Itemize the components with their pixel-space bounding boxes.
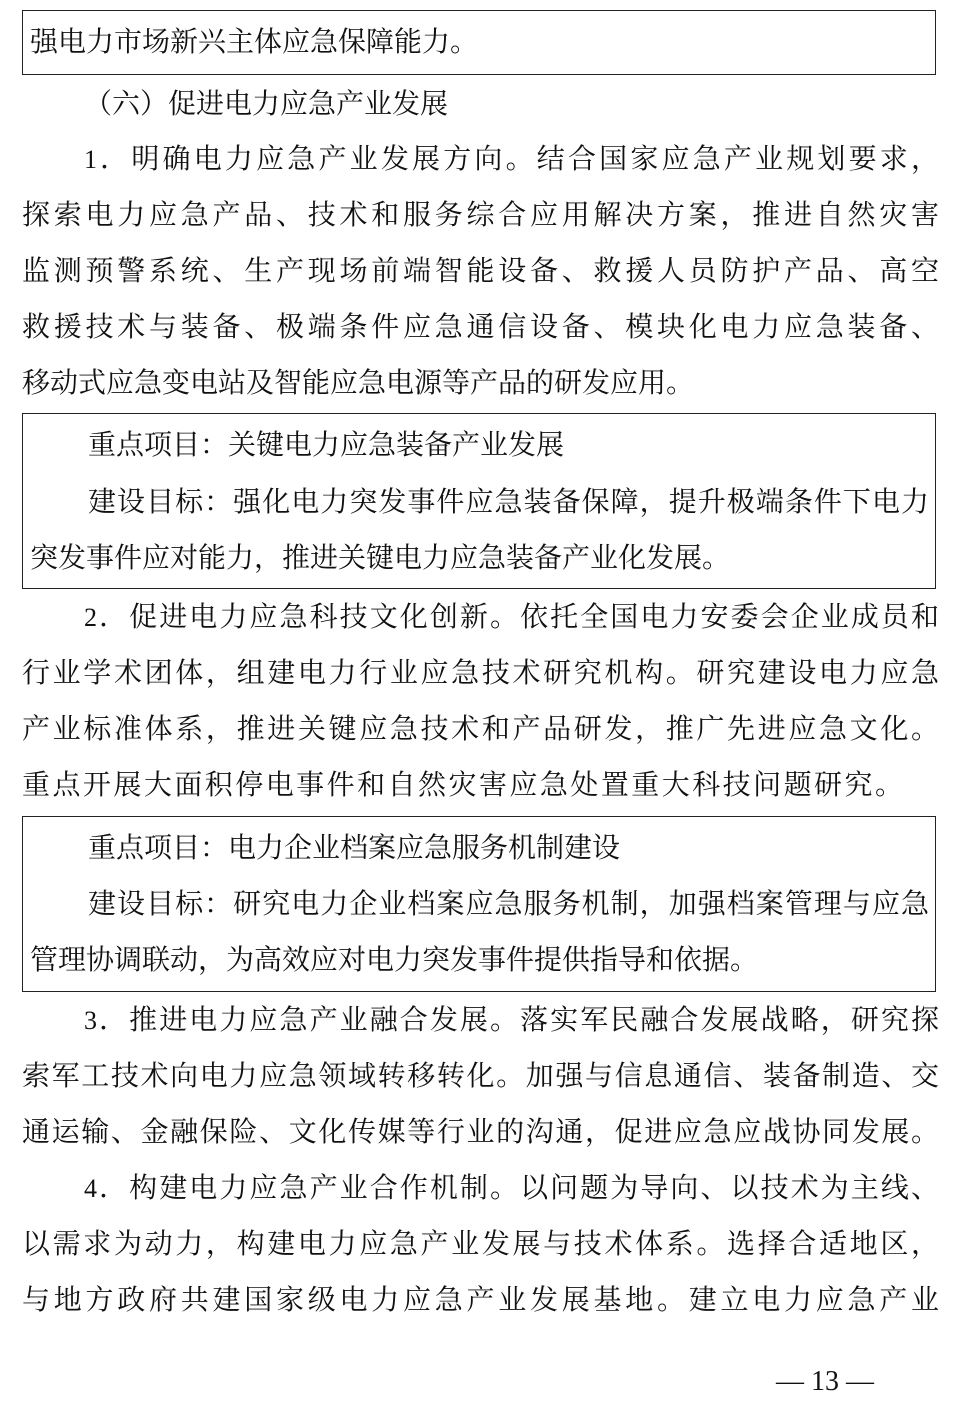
section-heading: （六）促进电力应急产业发展 (84, 87, 449, 120)
paragraph-text: ．明确电力应急产业发展方向。结合国家应急产业规划要求， (97, 142, 939, 175)
paragraph-line (0, 139, 963, 179)
paragraph-line: 移动式应急变电站及智能应急电源等产品的研发应用。 (22, 366, 695, 399)
paragraph-line: 以需求为动力，构建电力应急产业发展与技术体系。选择合适地区， (22, 1227, 939, 1260)
paragraph-line (0, 1000, 963, 1040)
construction-goal-line: 管理协调联动，为高效应对电力突发事件提供指导和依据。 (30, 943, 759, 976)
paragraph-line: 救援技术与装备、极端条件应急通信设备、模块化电力应急装备、 (22, 310, 939, 343)
paragraph-line: 重点开展大面积停电事件和自然灾害应急处置重大科技问题研究。 (22, 768, 903, 801)
paragraph-text: ．构建电力应急产业合作机制。以问题为导向、以技术为主线、 (97, 1171, 939, 1204)
paragraph-text: ．促进电力应急科技文化创新。依托全国电力安委会企业成员和 (97, 600, 939, 633)
construction-goal-line: 突发事件应对能力，推进关键电力应急装备产业化发展。 (30, 541, 731, 574)
item-number: 1 (84, 145, 97, 174)
paragraph-line: 与地方政府共建国家级电力应急产业发展基地。建立电力应急产业 (22, 1283, 939, 1316)
paragraph-line: 探索电力应急产品、技术和服务综合应用解决方案，推进自然灾害 (22, 198, 939, 231)
paragraph-line (0, 597, 963, 637)
construction-goal-line: 建设目标：强化电力突发事件应急装备保障，提升极端条件下电力 (88, 485, 929, 518)
key-project-title: 重点项目：关键电力应急装备产业发展 (88, 428, 565, 461)
paragraph-line: 行业学术团体，组建电力行业应急技术研究机构。研究建设电力应急 (22, 656, 939, 689)
paragraph-line: 索军工技术向电力应急领域转移转化。加强与信息通信、装备制造、交 (22, 1059, 939, 1092)
paragraph-line (0, 1168, 963, 1208)
page-number: — 13 — (776, 1366, 874, 1397)
paragraph-line: 产业标准体系，推进关键应急技术和产品研发，推广先进应急文化。 (22, 712, 939, 745)
item-number: 4 (84, 1174, 97, 1203)
item-number: 3 (84, 1006, 97, 1035)
paragraph-line: 监测预警系统、生产现场前端智能设备、救援人员防护产品、高空 (22, 254, 939, 287)
paragraph-text: ．推进电力应急产业融合发展。落实军民融合发展战略，研究探 (97, 1003, 939, 1036)
construction-goal-line: 建设目标：研究电力企业档案应急服务机制，加强档案管理与应急 (88, 887, 929, 920)
box-text-line: 强电力市场新兴主体应急保障能力。 (30, 25, 479, 58)
paragraph-line: 通运输、金融保险、文化传媒等行业的沟通，促进应急应战协同发展。 (22, 1115, 939, 1148)
key-project-title: 重点项目：电力企业档案应急服务机制建设 (88, 831, 621, 864)
item-number: 2 (84, 603, 97, 632)
